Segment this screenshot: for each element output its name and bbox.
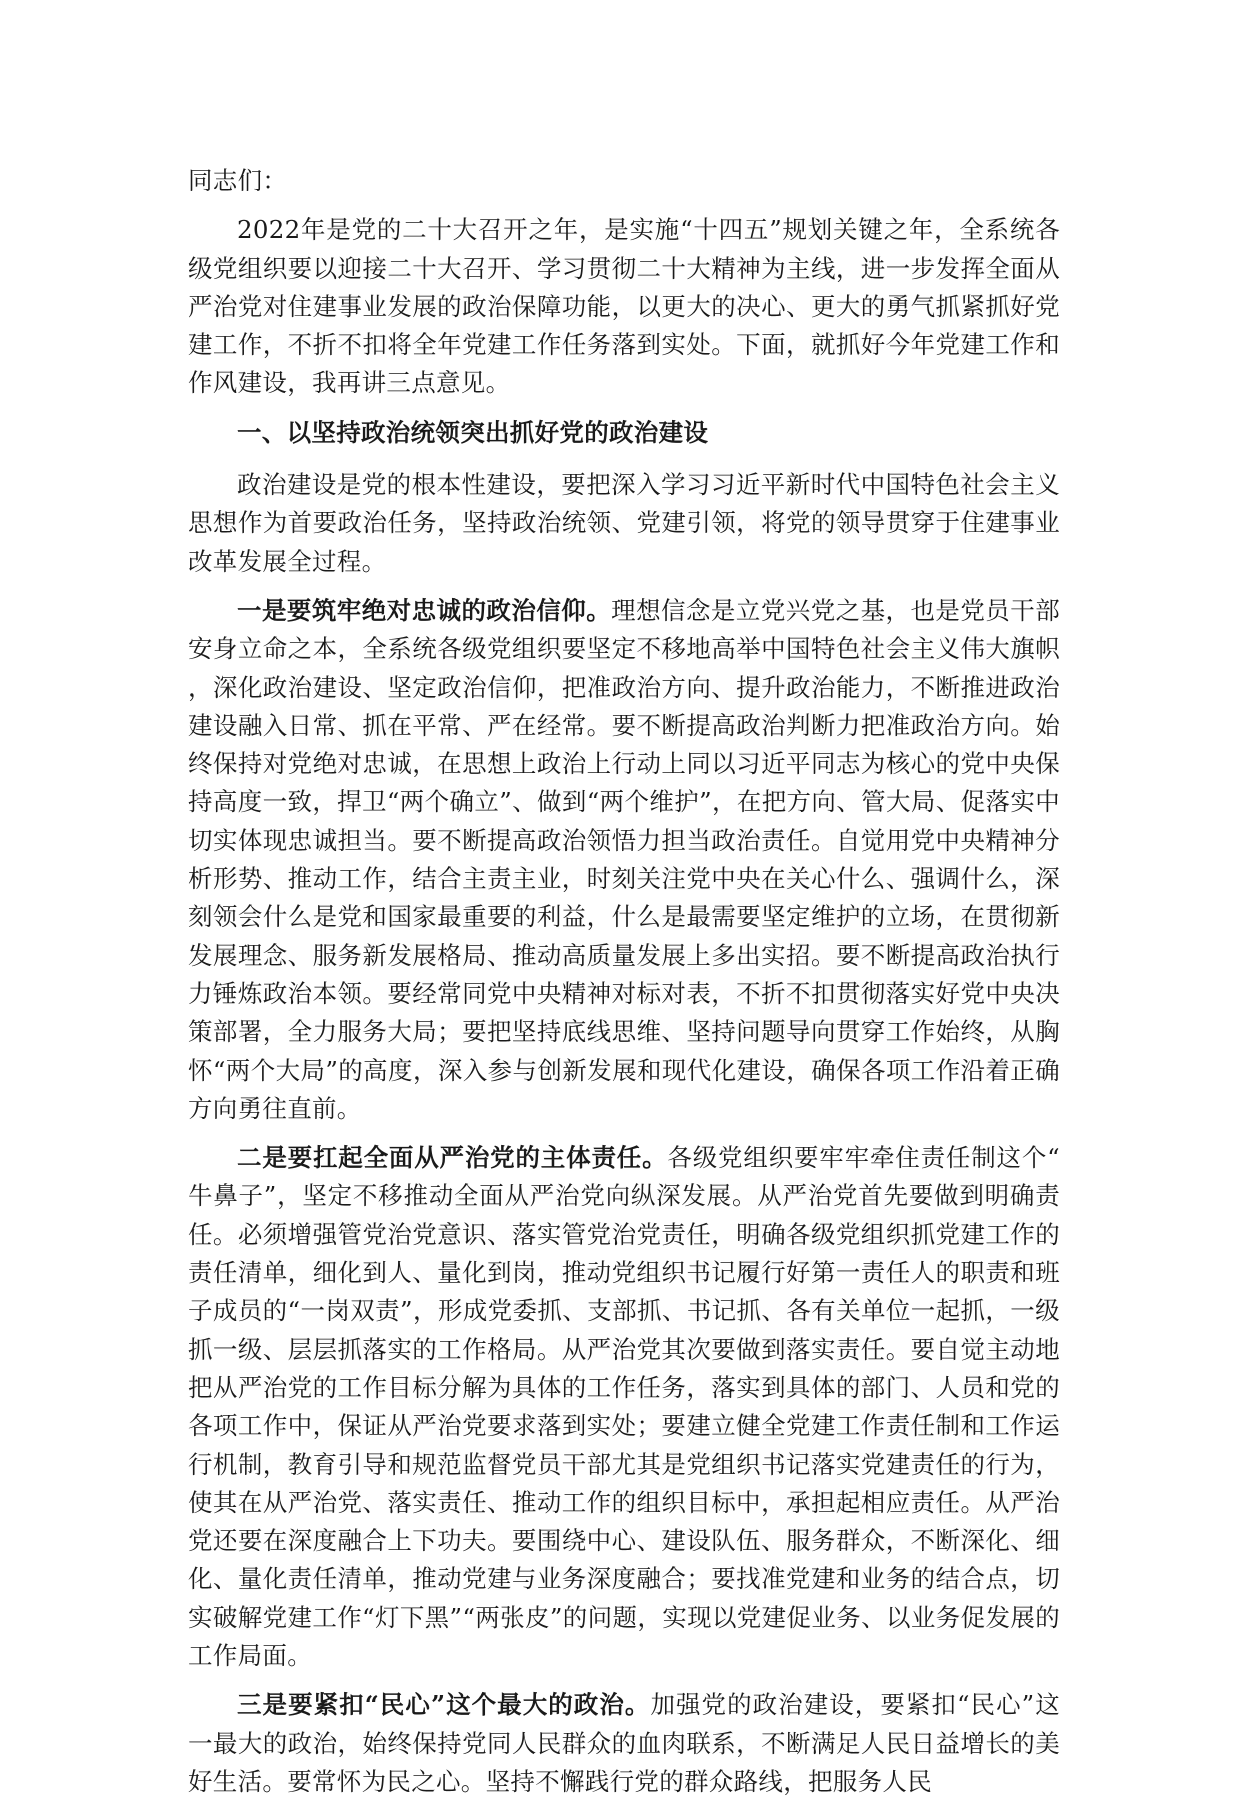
intro-paragraph: 2022年是党的二十大召开之年，是实施“十四五”规划关键之年，全系统各级党组织要以迎接二十大召开、学习贯彻二十大精神为主线，进一步发挥全面从严治党对住建事业发展的政治保障功能，以更大的决心、更大的勇气抓紧抓好党建工作，不折不扣将全年党建工作任务落到实处。下面，就抓好今年党建工作和作风建设，我再讲三点意见。 (188, 215, 1060, 398)
point-1-paragraph (188, 592, 1060, 1128)
point-2-body: 各级党组织要牢牢牵住责任制这个“牛鼻子”，坚定不移推动全面从严治党向纵深发展。从严治党首先要做到明确责任。必须增强管党治党意识、落实管党治党责任，明确各级党组织抓党建工作的责任清单，细化到人、量化到岗，推动党组织书记履行好第一责任人的职责和班子成员的“一岗双责”，形成党委抓、支部抓、书记抓、各有关单位一起抓，一级抓一级、层层抓落实的工作格局。从严治党其次要做到落实责任。要自觉主动地把从严治党的工作目标分解为具体的工作任务，落实到具体的部门、人员和党的各项工作中，保证从严治党要求落到实处；要建立健全党建工作责任制和工作运行机制，教育引导和规范监督党员干部尤其是党组织书记落实党建责任的行为，使其在从严治党、落实责任、推动工作的组织目标中，承担起相应责任。从严治党还要在深度融合上下功夫。要围绕中心、建设队伍、服务群众，不断深化、细化、量化责任清单，推动党建与业务深度融合；要找准党建和业务的结合点，切实破解党建工作“灯下黑”“两张皮”的问题，实现以党建促业务、以业务促发展的工作局面。 (188, 1143, 1060, 1670)
salutation: 同志们： (188, 166, 288, 195)
section-intro-paragraph: 政治建设是党的根本性建设，要把深入学习习近平新时代中国特色社会主义思想作为首要政治任务，坚持政治统领、党建引领，将党的领导贯穿于住建事业改革发展全过程。 (188, 470, 1060, 576)
section-heading-1: 一、以坚持政治统领突出抓好党的政治建设 (237, 417, 709, 447)
point-1-body: 理想信念是立党兴党之基，也是党员干部安身立命之本，全系统各级党组织要坚定不移地高举中国特色社会主义伟大旗帜，深化政治建设、坚定政治信仰，把准政治方向、提升政治能力，不断推进政治建设融入日常、抓在平常、严在经常。要不断提高政治判断力把准政治方向。始终保持对党绝对忠诚，在思想上政治上行动上同以习近平同志为核心的党中央保持高度一致，捍卫“两个确立”、做到“两个维护”，在把方向、管大局、促落实中切实体现忠诚担当。要不断提高政治领悟力担当政治责任。自觉用党中央精神分析形势、推动工作，结合主责主业，时刻关注党中央在关心什么、强调什么，深刻领会什么是党和国家最重要的利益，什么是最需要坚定维护的立场，在贯彻新发展理念、服务新发展格局、推动高质量发展上多出实招。要不断提高政治执行力锤炼政治本领。要经常同党中央精神对标对表，不折不扣贯彻落实好党中央决策部署，全力服务大局；要把坚持底线思维、坚持问题导向贯穿工作始终，从胸怀“两个大局”的高度，深入参与创新发展和现代化建设，确保各项工作沿着正确方向勇往直前。 (188, 595, 1060, 1123)
point-2-paragraph (188, 1139, 1060, 1675)
point-3-lead: 三是要紧扣“民心”这个最大的政治。 (237, 1690, 651, 1720)
point-1-lead: 一是要筑牢绝对忠诚的政治信仰。 (237, 595, 612, 625)
point-2-lead: 二是要扛起全面从严治党的主体责任。 (237, 1143, 668, 1173)
point-3-body: 加强党的政治建设，要紧扣“民心”这一最大的政治，始终保持党同人民群众的血肉联系，不断满足人民日益增长的美好生活。要常怀为民之心。坚持不懈践行党的群众路线，把服务人民 (188, 1690, 1060, 1796)
point-3-paragraph (188, 1686, 1060, 1801)
document-page (188, 162, 1060, 1812)
